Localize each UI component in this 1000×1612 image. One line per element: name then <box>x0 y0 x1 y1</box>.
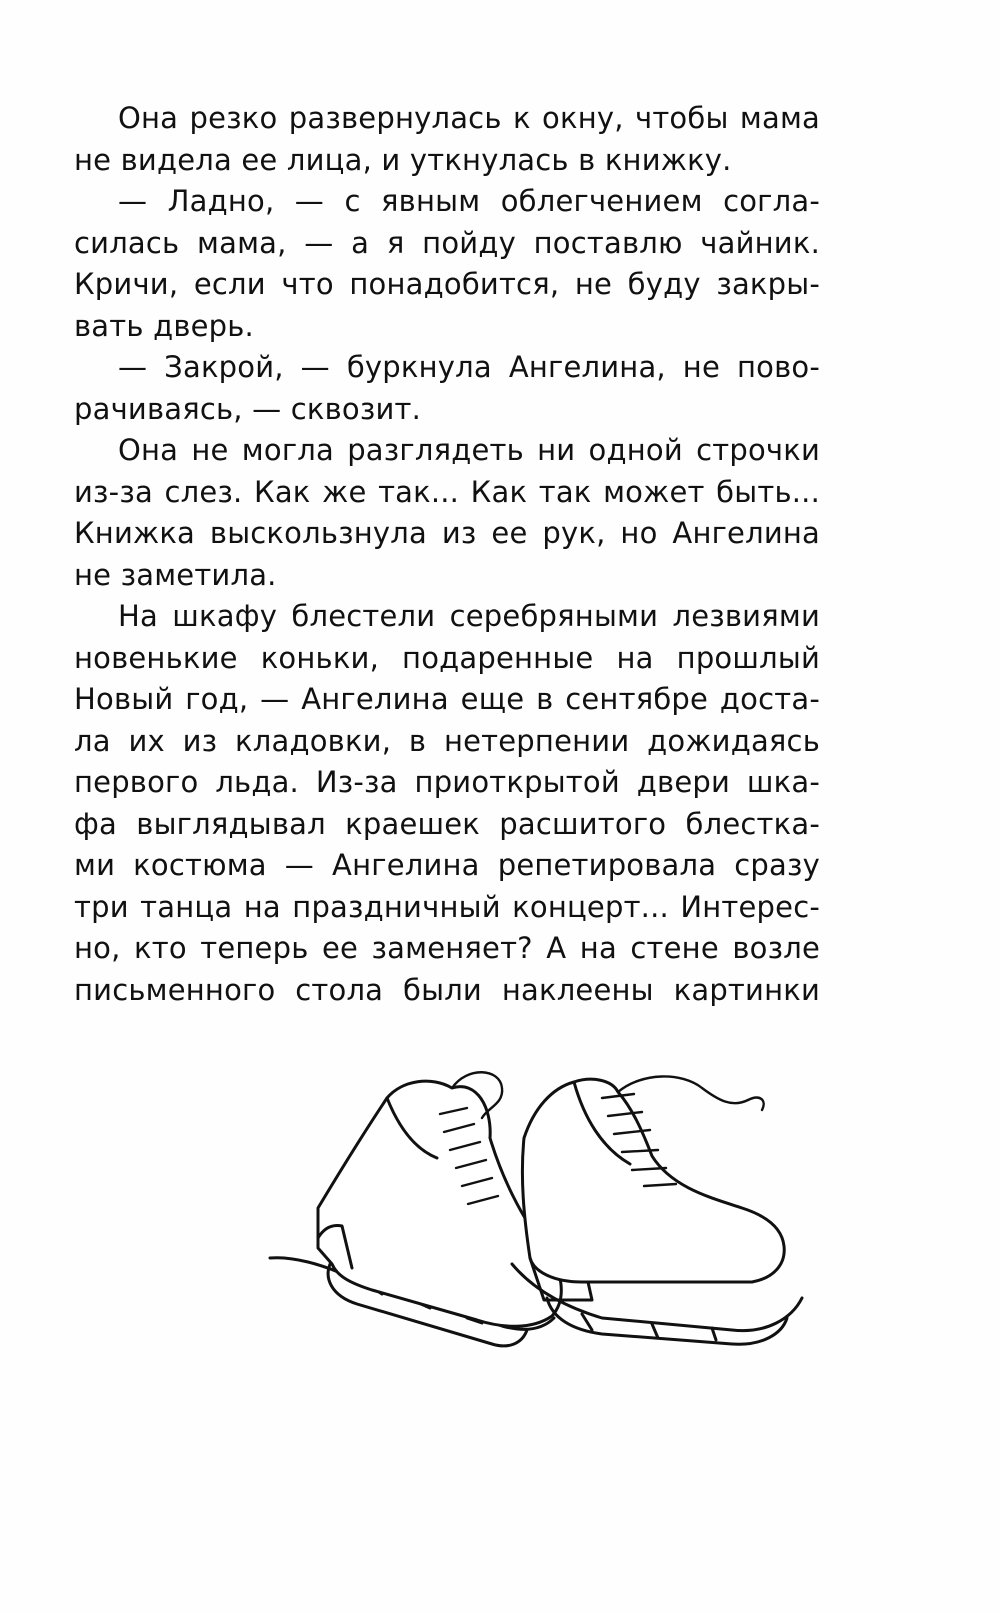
text-line: Книжка выскользнула из ее рук, но Ангелина <box>74 516 820 550</box>
text-line: три танца на праздничный концерт... Интерес- <box>74 889 820 924</box>
page-text <box>74 98 820 1011</box>
text-line: Она не могла разглядеть ни одной строчки <box>118 433 820 467</box>
text-line: Новый год, — Ангелина еще в сентябре доста- <box>74 682 820 716</box>
text-line: из-за слез. Как же так... Как так может быть... <box>74 474 820 509</box>
text-line: первого льда. Из-за приоткрытой двери шка- <box>74 765 820 799</box>
text-line: но, кто теперь ее заменяет? А на стене возле <box>74 931 820 965</box>
text-line: силась мама, — а я пойду поставлю чайник. <box>74 225 820 260</box>
text-line: Она резко развернулась к окну, чтобы мама <box>118 101 820 135</box>
text-line: ми костюма — Ангелина репетировала сразу <box>74 848 820 882</box>
text-line: не заметила. <box>74 557 277 592</box>
text-line: Кричи, если что понадобится, не буду закры- <box>74 267 820 301</box>
text-line: — Ладно, — с явным облегчением согла- <box>118 184 820 218</box>
text-line: не видела ее лица, и уткнулась в книжку. <box>74 142 732 177</box>
text-line: — Закрой, — буркнула Ангелина, не пово- <box>118 350 820 384</box>
text-line: рачиваясь, — сквозит. <box>74 391 422 426</box>
text-line: фа выглядывал краешек расшитого блестка- <box>74 806 820 841</box>
text-line: новенькие коньки, подаренные на прошлый <box>74 640 820 675</box>
text-line: На шкафу блестели серебряными лезвиями <box>118 599 820 633</box>
text-line: письменного стола были наклеены картинки <box>74 972 820 1007</box>
text-line: ла их из кладовки, в нетерпении дожидаясь <box>74 723 820 758</box>
ice-skates-icon <box>262 1068 822 1388</box>
text-line: вать дверь. <box>74 308 254 343</box>
